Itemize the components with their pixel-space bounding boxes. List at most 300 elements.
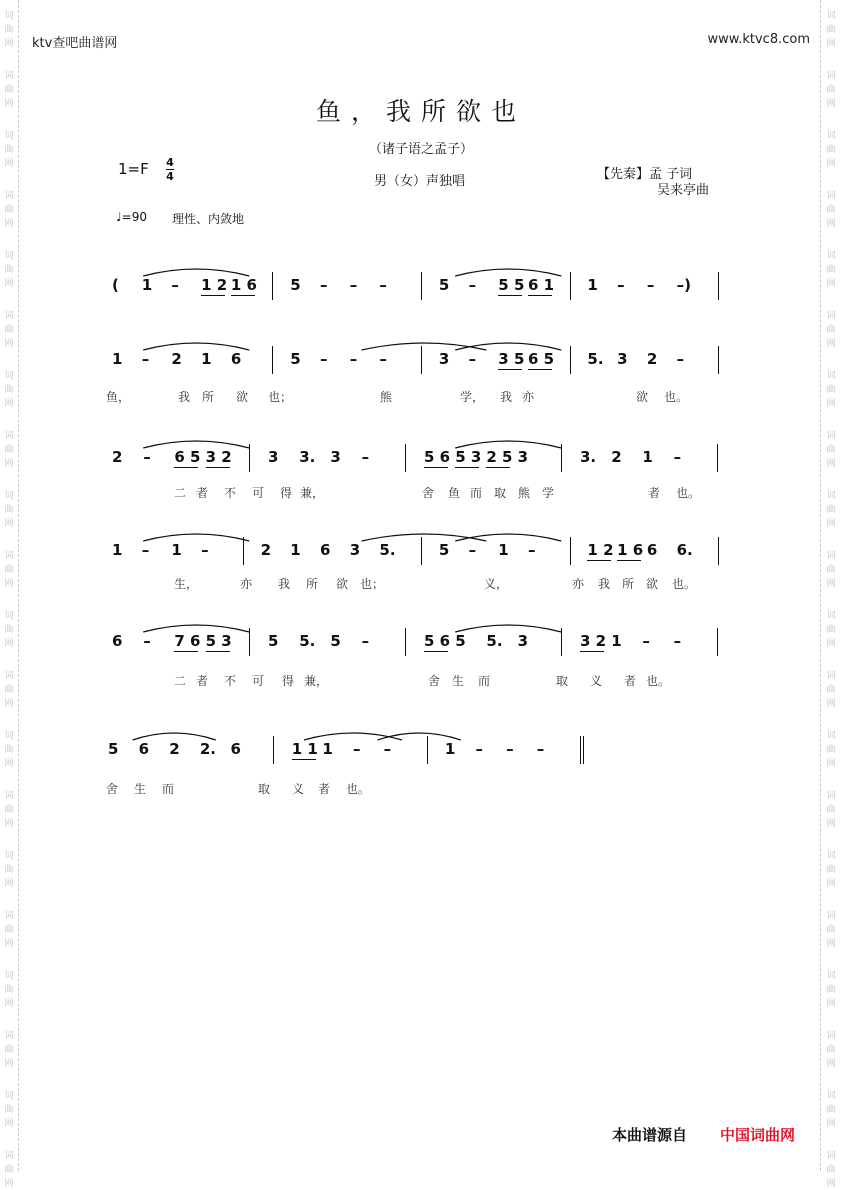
left-watermark-char: 曲 (4, 25, 14, 35)
right-watermark-char: 词 (826, 731, 836, 741)
beam-underline (206, 467, 230, 468)
note: 5. (379, 541, 396, 559)
left-watermark-char: 词 (4, 791, 14, 801)
slur-arc (143, 441, 249, 448)
slur-arc (362, 534, 487, 541)
note: 5 (455, 632, 466, 650)
note: 5 6 (424, 448, 451, 466)
note: 2 (260, 541, 271, 559)
right-watermark-char: 曲 (826, 85, 836, 95)
left-watermark-char: 曲 (4, 745, 14, 755)
slur-layer (0, 334, 842, 354)
left-watermark-char: 曲 (4, 325, 14, 335)
note: 1 (611, 632, 622, 650)
slur-arc (143, 343, 249, 350)
lyric-syllable: 舍 (106, 782, 119, 796)
note: 6. (676, 541, 693, 559)
note: 1 (201, 350, 212, 368)
left-watermark-char: 网 (4, 819, 14, 829)
lyric-syllable: 者 (196, 674, 209, 688)
lyric-syllable: 我 (178, 390, 191, 404)
right-watermark-char: 网 (826, 1179, 836, 1189)
right-watermark-char: 词 (826, 1151, 836, 1161)
right-watermark-char: 曲 (826, 145, 836, 155)
lyric-syllable: 学 (542, 486, 555, 500)
left-watermark-char: 网 (4, 939, 14, 949)
note: 5 (290, 350, 301, 368)
left-watermark-char: 网 (4, 459, 14, 469)
left-watermark-char: 网 (4, 759, 14, 769)
lyric-syllable: 者 (318, 782, 331, 796)
note: 1 2 (201, 276, 228, 294)
note: 1 (141, 276, 153, 294)
dash-note: – (673, 448, 682, 466)
right-watermark-char: 网 (826, 399, 836, 409)
dash-note: – (646, 276, 655, 294)
right-watermark-char: 曲 (826, 745, 836, 755)
left-watermark-char: 曲 (4, 805, 14, 815)
dash-note: – (171, 276, 179, 294)
slur-layer (0, 616, 842, 636)
right-watermark-char: 网 (826, 339, 836, 349)
lyric-syllable: 所 (306, 577, 319, 591)
lyric-syllable: 我 (598, 577, 611, 591)
lyric-syllable: 也； (268, 390, 293, 404)
lyric-syllable: 生， (174, 577, 199, 591)
right-watermark-char: 网 (826, 639, 836, 649)
dash-note: – (642, 632, 650, 650)
note: 3. (580, 448, 597, 466)
left-watermark-char: 词 (4, 731, 14, 741)
slur-layer (0, 525, 842, 545)
beam-underline (498, 295, 522, 296)
note: 1 2 (587, 541, 614, 559)
right-watermark-char: 词 (826, 851, 836, 861)
note: 6 (230, 740, 241, 758)
beam-underline (424, 467, 448, 468)
note: 5 (290, 276, 301, 294)
left-watermark-char: 网 (4, 879, 14, 889)
lyric-syllable: 而 (470, 486, 483, 500)
beam-underline (617, 560, 641, 561)
left-watermark-char: 词 (4, 311, 14, 321)
right-watermark-char: 曲 (826, 445, 836, 455)
note: 1 (290, 541, 301, 559)
left-watermark-char: 曲 (4, 865, 14, 875)
left-watermark-char: 曲 (4, 565, 14, 575)
note: 2 (169, 740, 180, 758)
right-watermark-char: 词 (826, 251, 836, 261)
beam-underline (498, 369, 522, 370)
note: 6 5 (528, 350, 555, 368)
lyric-syllable: 我 (278, 577, 291, 591)
left-watermark-char: 词 (4, 11, 14, 21)
right-watermark-char: 曲 (826, 205, 836, 215)
note: 1 6 (617, 541, 644, 559)
lyric-syllable: 可 (252, 486, 265, 500)
dash-note: – (383, 740, 392, 758)
note: 1 (587, 276, 598, 294)
note: 6 (138, 740, 150, 758)
lyric-syllable: 不 (224, 674, 237, 688)
slur-layer (0, 260, 842, 280)
lyric-syllable: 欲 (236, 390, 249, 404)
note: 5. (299, 632, 316, 650)
left-watermark-char: 曲 (4, 625, 14, 635)
note: 6 (230, 350, 242, 368)
right-watermark-char: 网 (826, 219, 836, 229)
left-watermark-char: 网 (4, 999, 14, 1009)
note: 5. (486, 632, 503, 650)
left-watermark-char: 词 (4, 251, 14, 261)
dash-note: – (143, 448, 151, 466)
left-watermark-char: 网 (4, 1059, 14, 1069)
note: 6 (320, 541, 331, 559)
lyric-syllable: 生 (452, 674, 465, 688)
lyric-syllable: 舍 (428, 674, 441, 688)
right-watermark-char: 网 (826, 759, 836, 769)
note: 3 2 (580, 632, 607, 650)
right-watermark-char: 网 (826, 819, 836, 829)
left-watermark-char: 词 (4, 611, 14, 621)
right-watermark-char: 词 (826, 611, 836, 621)
right-watermark-char: 词 (826, 491, 836, 501)
lyric-syllable: 者 (624, 674, 637, 688)
lyric-syllable: 兼， (300, 486, 325, 500)
slur-arc (362, 343, 487, 350)
note: 2 5 (486, 448, 513, 466)
left-watermark-char: 网 (4, 159, 14, 169)
left-watermark-char: 曲 (4, 145, 14, 155)
dash-note: – (468, 350, 477, 368)
right-watermark-char: 词 (826, 11, 836, 21)
right-watermark-char: 词 (826, 1091, 836, 1101)
dash-note: – (201, 541, 209, 559)
left-watermark-char: 词 (4, 1031, 14, 1041)
note: 3 (268, 448, 279, 466)
left-watermark-char: 词 (4, 851, 14, 861)
note: 3 2 (205, 448, 232, 466)
left-watermark-char: 曲 (4, 445, 14, 455)
dash-note: – (506, 740, 514, 758)
dash-note: – (361, 632, 370, 650)
lyric-syllable: 者 (648, 486, 661, 500)
left-watermark-char: 曲 (4, 685, 14, 695)
right-watermark-char: 词 (826, 191, 836, 201)
left-watermark-char: 网 (4, 399, 14, 409)
left-watermark-char: 曲 (4, 1105, 14, 1115)
dash-note: – (475, 740, 483, 758)
right-watermark-char: 曲 (826, 1105, 836, 1115)
lyric-syllable: 而 (162, 782, 175, 796)
slur-arc (304, 733, 402, 740)
right-watermark-char: 网 (826, 1059, 836, 1069)
expression-marking: 理性、内敛地 (172, 212, 245, 226)
dash-note: –) (676, 276, 691, 294)
right-watermark-char: 词 (826, 791, 836, 801)
left-watermark-char: 网 (4, 579, 14, 589)
right-watermark-char: 曲 (826, 565, 836, 575)
right-watermark-char: 曲 (826, 25, 836, 35)
lyric-syllable: 义 (292, 782, 305, 796)
lyric-syllable: 熊 (380, 390, 393, 404)
lyric-syllable: 二 (174, 486, 187, 500)
note: 5 (438, 541, 450, 559)
slur-arc (455, 625, 561, 632)
right-watermark-char: 网 (826, 699, 836, 709)
left-watermark-char: 词 (4, 551, 14, 561)
right-watermark-char: 网 (826, 939, 836, 949)
dash-note: – (528, 541, 536, 559)
left-watermark-char: 曲 (4, 265, 14, 275)
lyric-syllable: 亦 (572, 577, 585, 591)
right-watermark-char: 网 (826, 579, 836, 589)
dash-note: – (379, 276, 387, 294)
right-watermark-char: 曲 (826, 685, 836, 695)
left-watermark-char: 词 (4, 671, 14, 681)
left-watermark-char: 词 (4, 131, 14, 141)
left-watermark-char: 网 (4, 39, 14, 49)
right-watermark-char: 曲 (826, 325, 836, 335)
key-signature: 1=F (118, 160, 149, 178)
lyric-syllable: 也。 (646, 674, 671, 688)
lyric-syllable: 得 (280, 486, 293, 500)
header-right-site[interactable]: www.ktvc8.com (707, 32, 810, 47)
note: 3 (438, 350, 450, 368)
left-watermark-char: 词 (4, 1151, 14, 1161)
left-watermark-char: 词 (4, 191, 14, 201)
slur-arc (143, 269, 249, 276)
dash-note: – (349, 350, 358, 368)
note: 5 (438, 276, 450, 294)
lyric-syllable: 取 (556, 674, 569, 688)
song-subtitle: （诸子语之孟子） (368, 142, 473, 157)
dash-note: – (468, 541, 477, 559)
left-watermark-char: 网 (4, 339, 14, 349)
note: 3 5 (498, 350, 525, 368)
right-watermark-char: 网 (826, 99, 836, 109)
right-watermark-char: 词 (826, 1031, 836, 1041)
lyric-syllable: 不 (224, 486, 237, 500)
left-watermark-char: 网 (4, 699, 14, 709)
lyric-syllable: 所 (202, 390, 215, 404)
lyric-syllable: 义 (590, 674, 603, 688)
left-watermark-char: 曲 (4, 505, 14, 515)
header-left-site[interactable]: ktv查吧曲谱网 (32, 36, 118, 51)
lyric-syllable: 二 (174, 674, 187, 688)
right-watermark-char: 网 (826, 1119, 836, 1129)
left-watermark-char: 网 (4, 519, 14, 529)
footer-source-site[interactable]: 中国词曲网 (720, 1126, 796, 1144)
note: 1 (112, 350, 123, 368)
left-watermark-char: 词 (4, 71, 14, 81)
dash-note: – (320, 350, 328, 368)
right-watermark-char: 曲 (826, 505, 836, 515)
note: 1 6 (230, 276, 257, 294)
note: 3 (330, 448, 341, 466)
lyric-syllable: 欲 (636, 390, 649, 404)
note: ( (112, 276, 119, 294)
dash-note: – (141, 350, 150, 368)
right-watermark-char: 曲 (826, 265, 836, 275)
dash-note: – (353, 740, 361, 758)
note: 1 (642, 448, 653, 466)
right-watermark-char: 网 (826, 159, 836, 169)
right-watermark-char: 词 (826, 911, 836, 921)
note: 1 (171, 541, 182, 559)
left-watermark-char: 曲 (4, 925, 14, 935)
note: 2 (611, 448, 622, 466)
note: 6 1 (528, 276, 555, 294)
performance-note: 男（女）声独唱 (374, 174, 466, 189)
right-watermark-char: 网 (826, 279, 836, 289)
lyric-syllable: 鱼 (448, 486, 461, 500)
right-watermark-char: 曲 (826, 625, 836, 635)
right-watermark-char: 词 (826, 971, 836, 981)
beam-underline (231, 295, 255, 296)
composer-credit: 吴来亭曲 (657, 183, 710, 198)
right-watermark-char: 网 (826, 999, 836, 1009)
beam-underline (528, 295, 552, 296)
beam-underline (174, 467, 198, 468)
left-watermark-char: 词 (4, 491, 14, 501)
note: 6 (112, 632, 123, 650)
lyric-syllable: 兼， (304, 674, 329, 688)
note: 5. (587, 350, 604, 368)
right-watermark-char: 曲 (826, 985, 836, 995)
note: 1 (444, 740, 456, 758)
note: 6 (646, 541, 658, 559)
lyric-syllable: 也； (360, 577, 385, 591)
lyric-syllable: 得 (282, 674, 295, 688)
beam-underline (580, 651, 604, 652)
slur-layer (0, 724, 842, 744)
note: 1 (498, 541, 509, 559)
beam-underline (455, 467, 479, 468)
lyric-syllable: 也。 (672, 577, 697, 591)
left-watermark-char: 曲 (4, 85, 14, 95)
lyric-syllable: 舍 (422, 486, 435, 500)
dash-note: – (536, 740, 545, 758)
note: 5 6 (424, 632, 451, 650)
right-watermark-char: 曲 (826, 1165, 836, 1175)
right-watermark-char: 词 (826, 671, 836, 681)
lyric-syllable: 欲 (646, 577, 659, 591)
beam-underline (486, 467, 510, 468)
lyric-syllable: 可 (252, 674, 265, 688)
note: 6 5 (174, 448, 201, 466)
note: 3 (517, 632, 529, 650)
right-watermark-char: 曲 (826, 385, 836, 395)
beam-underline (292, 759, 316, 760)
right-watermark-char: 网 (826, 39, 836, 49)
lyric-syllable: 而 (478, 674, 491, 688)
lyric-syllable: 生 (134, 782, 147, 796)
slur-layer (0, 432, 842, 452)
footer-source-label: 本曲谱源自 (612, 1126, 688, 1144)
left-watermark-char: 曲 (4, 985, 14, 995)
note: 3 (517, 448, 529, 466)
lyric-syllable: 欲 (336, 577, 349, 591)
lyric-syllable: 义， (484, 577, 509, 591)
left-watermark-char: 网 (4, 639, 14, 649)
dash-note: – (143, 632, 151, 650)
dash-note: – (676, 350, 685, 368)
slur-arc (143, 534, 249, 541)
beam-underline (424, 651, 448, 652)
song-title: 鱼，我所欲也 (315, 97, 526, 126)
dash-note: – (468, 276, 477, 294)
note: 5 5 (498, 276, 525, 294)
note: 3. (299, 448, 316, 466)
slur-arc (143, 625, 249, 632)
left-watermark-char: 网 (4, 1179, 14, 1189)
dash-note: – (349, 276, 358, 294)
note: 7 6 (174, 632, 201, 650)
note: 1 1 (291, 740, 318, 758)
right-watermark-char: 曲 (826, 925, 836, 935)
lyric-syllable: 也。 (346, 782, 371, 796)
left-watermark-char: 词 (4, 371, 14, 381)
note: 5 (268, 632, 279, 650)
right-watermark-char: 网 (826, 459, 836, 469)
left-watermark-char: 词 (4, 911, 14, 921)
lyric-syllable: 亦 (240, 577, 253, 591)
time-signature-bottom: 4 (166, 170, 174, 183)
dash-note: – (617, 276, 625, 294)
right-watermark-char: 词 (826, 551, 836, 561)
beam-underline (201, 295, 225, 296)
left-watermark-char: 词 (4, 431, 14, 441)
right-watermark-char: 词 (826, 131, 836, 141)
note: 5 3 (455, 448, 482, 466)
lyric-syllable: 取 (258, 782, 271, 796)
note: 1 (322, 740, 333, 758)
left-watermark-char: 网 (4, 1119, 14, 1129)
lyric-syllable: 也。 (676, 486, 701, 500)
lyricist-credit: 【先秦】孟 子词 (597, 167, 693, 182)
note: 3 (617, 350, 628, 368)
dash-note: – (141, 541, 150, 559)
left-watermark-char: 曲 (4, 385, 14, 395)
dash-note: – (320, 276, 328, 294)
lyric-syllable: 学， (460, 390, 485, 404)
right-watermark-char: 词 (826, 311, 836, 321)
left-watermark-char: 曲 (4, 1045, 14, 1055)
note: 5 (108, 740, 119, 758)
beam-underline (528, 369, 552, 370)
beam-underline (174, 651, 198, 652)
lyric-syllable: 取 (494, 486, 507, 500)
right-watermark-char: 曲 (826, 805, 836, 815)
left-watermark-char: 词 (4, 1091, 14, 1101)
lyric-syllable: 熊 (518, 486, 531, 500)
dash-note: – (379, 350, 387, 368)
left-watermark-char: 网 (4, 219, 14, 229)
note: 1 (112, 541, 123, 559)
dash-note: – (673, 632, 682, 650)
note: 3 (349, 541, 361, 559)
left-watermark-char: 曲 (4, 205, 14, 215)
right-watermark-char: 词 (826, 431, 836, 441)
tempo-marking: ♩=90 (116, 210, 147, 224)
left-watermark-char: 网 (4, 279, 14, 289)
beam-underline (587, 560, 611, 561)
note: 2 (171, 350, 182, 368)
right-watermark-char: 曲 (826, 865, 836, 875)
slur-arc (455, 441, 561, 448)
beam-underline (206, 651, 230, 652)
